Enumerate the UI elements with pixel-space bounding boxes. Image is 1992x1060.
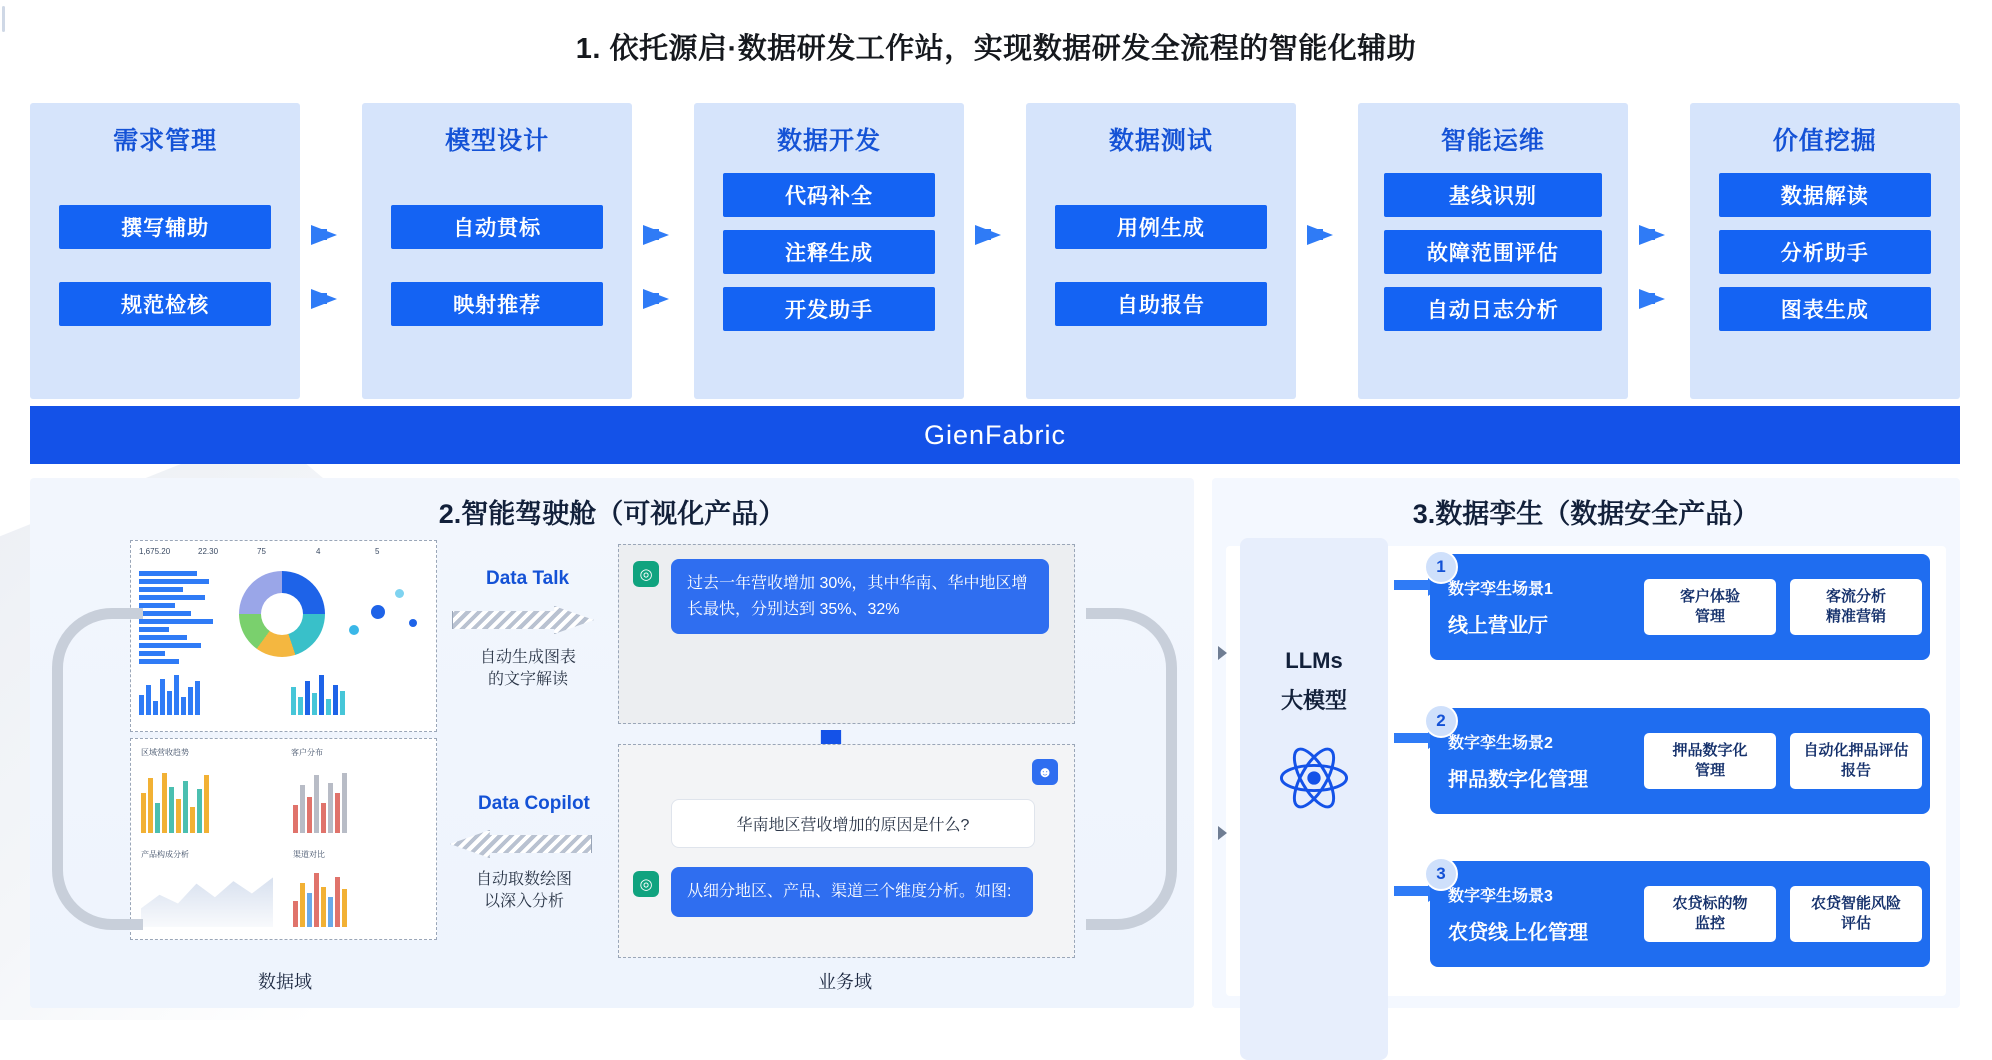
chip-analysis-assistant[interactable]: 分析助手 <box>1719 230 1931 274</box>
pipeline-stage-model-design <box>362 103 632 399</box>
pipeline <box>30 103 1960 399</box>
assistant-avatar-icon: ◎ <box>633 561 659 587</box>
pipeline-arrow-1 <box>300 103 362 399</box>
llm-title: LLMs <box>1285 648 1343 673</box>
chip-baseline-recognition[interactable]: 基线识别 <box>1384 173 1602 217</box>
right-loop-arrow <box>1086 608 1177 930</box>
stage-title: 需求管理 <box>113 127 218 155</box>
scene-3-button-1[interactable]: 农贷标的物 监控 <box>1644 886 1776 942</box>
chat-panel-top <box>618 544 1075 724</box>
chip-test-case-generation[interactable]: 用例生成 <box>1055 205 1267 249</box>
scene-2-number: 2 <box>1424 704 1458 738</box>
assistant-message-top: 过去一年营收增加 30%，其中华南、华中地区增长最快，分别达到 35%、32% <box>671 559 1049 634</box>
stage-title: 价值挖掘 <box>1772 127 1877 155</box>
pipeline-arrow-3 <box>964 103 1026 399</box>
input-marker-1 <box>1218 646 1227 660</box>
data-talk-arrow <box>452 606 594 634</box>
stage-title: 数据测试 <box>1108 127 1213 155</box>
chip-auto-standardization[interactable]: 自动贯标 <box>391 205 603 249</box>
pipeline-stage-intelligent-ops <box>1358 103 1628 399</box>
left-loop-arrow <box>52 608 143 930</box>
data-talk-label: Data Talk <box>486 568 570 589</box>
scene-1-button-2[interactable]: 客流分析 精准营销 <box>1790 579 1922 635</box>
scene-2-connector <box>1394 733 1430 743</box>
stage-title: 智能运维 <box>1440 127 1545 155</box>
caption-data-domain: 数据域 <box>258 972 312 992</box>
pipeline-arrow-4 <box>1296 103 1358 399</box>
user-avatar-icon: ☻ <box>1032 759 1058 785</box>
data-copilot-label: Data Copilot <box>478 793 590 814</box>
chip-mapping-recommendation[interactable]: 映射推荐 <box>391 282 603 326</box>
input-marker-2 <box>1218 826 1227 840</box>
scene-2-button-1[interactable]: 押品数字化 管理 <box>1644 733 1776 789</box>
panel-right-title: 3.数据孪生（数据安全产品） <box>1412 499 1760 529</box>
scene-2-tag: 数字孪生场景2 <box>1448 735 1553 752</box>
chip-comment-generation[interactable]: 注释生成 <box>723 230 935 274</box>
panel-data-twin <box>1212 478 1960 1008</box>
scene-1-number: 1 <box>1424 550 1458 584</box>
scene-1-name: 线上营业厅 <box>1448 615 1548 637</box>
chip-requirement-writing[interactable]: 撰写辅助 <box>59 205 271 249</box>
dashboard-thumbnail-bottom[interactable]: 区域营收趋势 客户分布 产品构成分析 渠道对比 <box>130 738 437 940</box>
scene-1-button-1[interactable]: 客户体验 管理 <box>1644 579 1776 635</box>
scene-2-button-2[interactable]: 自动化押品评估 报告 <box>1790 733 1922 789</box>
scene-3-name: 农贷线上化管理 <box>1448 922 1588 944</box>
assistant-avatar-icon-2: ◎ <box>633 871 659 897</box>
llm-subtitle: 大模型 <box>1280 688 1347 713</box>
chip-requirement-review[interactable]: 规范检核 <box>59 282 271 326</box>
data-copilot-arrow <box>450 830 592 858</box>
chip-code-completion[interactable]: 代码补全 <box>723 173 935 217</box>
scene-1-connector <box>1394 580 1430 590</box>
scene-card-3[interactable] <box>1430 861 1930 967</box>
pipeline-stage-requirements <box>30 103 300 399</box>
scene-1-tag: 数字孪生场景1 <box>1448 581 1553 598</box>
dashboard-thumbnail-top[interactable]: 1,675.20 22.30 75 4 5 <box>130 540 437 732</box>
user-question: 华南地区营收增加的原因是什么? <box>671 799 1035 848</box>
panel-smart-cockpit <box>30 478 1194 1008</box>
gienfabric-bar: GienFabric <box>30 406 1960 464</box>
data-copilot-note-line2: 以深入分析 <box>483 893 564 910</box>
caption-business-domain: 业务域 <box>818 972 872 992</box>
llm-card <box>1240 538 1388 1060</box>
scene-card-2[interactable] <box>1430 708 1930 814</box>
scene-3-number: 3 <box>1424 857 1458 891</box>
data-copilot-note-line1: 自动取数绘图 <box>475 871 572 888</box>
data-talk-note-line2: 的文字解读 <box>487 671 568 688</box>
pipeline-arrow-5 <box>1628 103 1690 399</box>
assistant-message-bottom: 从细分地区、产品、渠道三个维度分析。如图: <box>671 867 1033 917</box>
scene-3-button-2[interactable]: 农贷智能风险 评估 <box>1790 886 1922 942</box>
chip-fault-scope-assessment[interactable]: 故障范围评估 <box>1384 230 1602 274</box>
chat-panel-bottom <box>618 744 1075 958</box>
scene-3-connector <box>1394 886 1430 896</box>
pipeline-stage-value-mining <box>1690 103 1960 399</box>
pipeline-arrow-2 <box>632 103 694 399</box>
page-title: 1. 依托源启·数据研发工作站，实现数据研发全流程的智能化辅助 <box>575 33 1417 65</box>
scene-card-1[interactable] <box>1430 554 1930 660</box>
scene-3-tag: 数字孪生场景3 <box>1448 888 1553 905</box>
scene-2-name: 押品数字化管理 <box>1448 769 1588 791</box>
pipeline-stage-data-testing <box>1026 103 1296 399</box>
pipeline-stage-data-development <box>694 103 964 399</box>
data-talk-note-line1: 自动生成图表 <box>479 649 576 666</box>
stage-title: 数据开发 <box>776 127 881 155</box>
chip-self-service-report[interactable]: 自助报告 <box>1055 282 1267 326</box>
chip-data-interpretation[interactable]: 数据解读 <box>1719 173 1931 217</box>
chip-auto-log-analysis[interactable]: 自动日志分析 <box>1384 287 1602 331</box>
chip-chart-generation[interactable]: 图表生成 <box>1719 287 1931 331</box>
atom-icon <box>1277 741 1351 815</box>
chip-dev-assistant[interactable]: 开发助手 <box>723 287 935 331</box>
panel-left-title: 2.智能驾驶舱（可视化产品） <box>438 499 786 529</box>
stage-title: 模型设计 <box>445 127 550 155</box>
